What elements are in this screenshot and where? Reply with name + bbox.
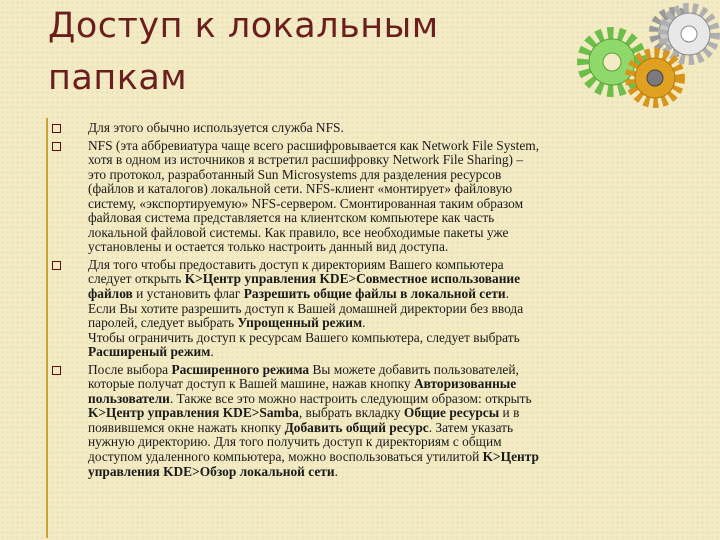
text-line bbox=[88, 363, 678, 378]
text-segment: , выбрать вкладку bbox=[298, 405, 404, 421]
bold-text: Добавить общий ресурс bbox=[284, 419, 429, 435]
text-segment: систему, «экспортируемую» NFS-сервером. Смонтированная таким образом bbox=[88, 195, 524, 211]
text-segment: Если Вы хотите разрешить доступ к Вашей домашней директории без ввода bbox=[88, 300, 524, 316]
text-segment: (файлов и каталогов) локальной сети. NFS-клиент «монтирует» файловую bbox=[88, 181, 513, 197]
bold-text: файлов bbox=[88, 286, 133, 302]
bold-text: K>Центр управления KDE>Samba bbox=[88, 405, 299, 421]
bold-text: управления KDE>Обзор локальной сети bbox=[88, 463, 335, 479]
text-segment: . bbox=[362, 315, 366, 331]
text-segment: доступом удаленного компьютера, можно воспользоваться утилитой bbox=[88, 449, 483, 465]
slide-title: Доступ к локальным папкам bbox=[48, 6, 439, 98]
bullet-list bbox=[50, 121, 678, 479]
text-line bbox=[88, 450, 678, 465]
text-line bbox=[88, 121, 678, 136]
bullet-square-icon bbox=[52, 366, 61, 375]
text-segment: NFS (эта аббревиатура чаще всего расшифровывается как Network File System, bbox=[88, 137, 540, 153]
text-segment: . bbox=[505, 286, 509, 302]
bullet-square-icon bbox=[52, 124, 61, 133]
text-line bbox=[88, 287, 678, 302]
text-line bbox=[88, 258, 678, 273]
text-segment: которые получат доступ к Вашей машине, нажав кнопку bbox=[88, 376, 414, 392]
text-line bbox=[88, 316, 678, 331]
bold-text: Расширеный режим bbox=[88, 344, 211, 360]
bullet-square-icon bbox=[52, 261, 61, 270]
text-segment: локальной файловой системы. Как правило, все необходимые пакеты уже bbox=[88, 224, 509, 240]
text-segment: . bbox=[210, 344, 214, 360]
text-segment: Для того чтобы предоставить доступ к директориям Вашего компьютера bbox=[88, 256, 504, 272]
text-line bbox=[88, 406, 678, 421]
bold-text: K>Центр управления KDE>Совместное использование bbox=[184, 271, 521, 287]
text-line bbox=[88, 153, 678, 168]
text-segment: . Также все это можно настроить следующим образом: открыть bbox=[169, 390, 532, 406]
text-line bbox=[88, 272, 678, 287]
text-line bbox=[88, 240, 678, 255]
text-line bbox=[88, 197, 678, 212]
text-segment: хотя в одном из источников я встретил расшифровку Network File Sharing) – bbox=[88, 152, 524, 168]
text-line bbox=[88, 226, 678, 241]
text-segment: Вы можете добавить пользователей, bbox=[309, 361, 519, 377]
text-segment: . Затем указать bbox=[428, 419, 514, 435]
text-segment: паролей, следует выбрать bbox=[88, 315, 238, 331]
text-line bbox=[88, 345, 678, 360]
bold-text: Авторизованные bbox=[413, 376, 517, 392]
text-line bbox=[88, 302, 678, 317]
bullet-item bbox=[50, 121, 678, 136]
text-segment: и установить флаг bbox=[132, 286, 244, 302]
bold-text: Расширенного режима bbox=[171, 361, 310, 377]
text-segment: и в bbox=[499, 405, 520, 421]
text-line bbox=[88, 377, 678, 392]
text-segment: появившемся окне нажать кнопку bbox=[88, 419, 285, 435]
text-line bbox=[88, 435, 678, 450]
text-line bbox=[88, 392, 678, 407]
text-segment: Для этого обычно используется служба NFS. bbox=[88, 120, 344, 135]
gear-icon-large bbox=[663, 8, 715, 60]
text-segment: После выбора bbox=[88, 361, 172, 377]
bold-text: Разрешить общие файлы в локальной сети bbox=[243, 286, 506, 302]
bullet-square-icon bbox=[52, 142, 61, 151]
bullet-item bbox=[50, 139, 678, 255]
accent-rule bbox=[46, 118, 48, 538]
text-line bbox=[88, 331, 678, 346]
text-line bbox=[88, 168, 678, 183]
text-segment: файловая система представляется на клиентском компьютере как часть bbox=[88, 210, 495, 226]
bold-text: пользователи bbox=[88, 390, 170, 406]
text-line bbox=[88, 465, 678, 480]
bold-text: Общие ресурсы bbox=[403, 405, 500, 421]
text-line bbox=[88, 182, 678, 197]
gears-decoration bbox=[572, 2, 720, 118]
text-segment: установлены и остается только настроить данный вид доступа. bbox=[88, 239, 449, 255]
text-line bbox=[88, 421, 678, 436]
bold-text: K>Центр bbox=[482, 449, 539, 465]
text-line bbox=[88, 139, 678, 154]
bullet-item bbox=[50, 258, 678, 360]
bullet-item bbox=[50, 363, 678, 479]
text-line bbox=[88, 211, 678, 226]
bold-text: Упрощенный режим bbox=[237, 315, 363, 331]
text-segment: . bbox=[334, 463, 338, 479]
text-segment: следует открыть bbox=[88, 271, 185, 287]
text-segment: нужную директорию. Для того получить доступ к директориям с общим bbox=[88, 434, 502, 450]
text-segment: это протокол, разработанный Sun Microsystems для разделения ресурсов bbox=[88, 166, 502, 182]
text-segment: Чтобы ограничить доступ к ресурсам Вашего компьютера, следует выбрать bbox=[88, 329, 520, 345]
